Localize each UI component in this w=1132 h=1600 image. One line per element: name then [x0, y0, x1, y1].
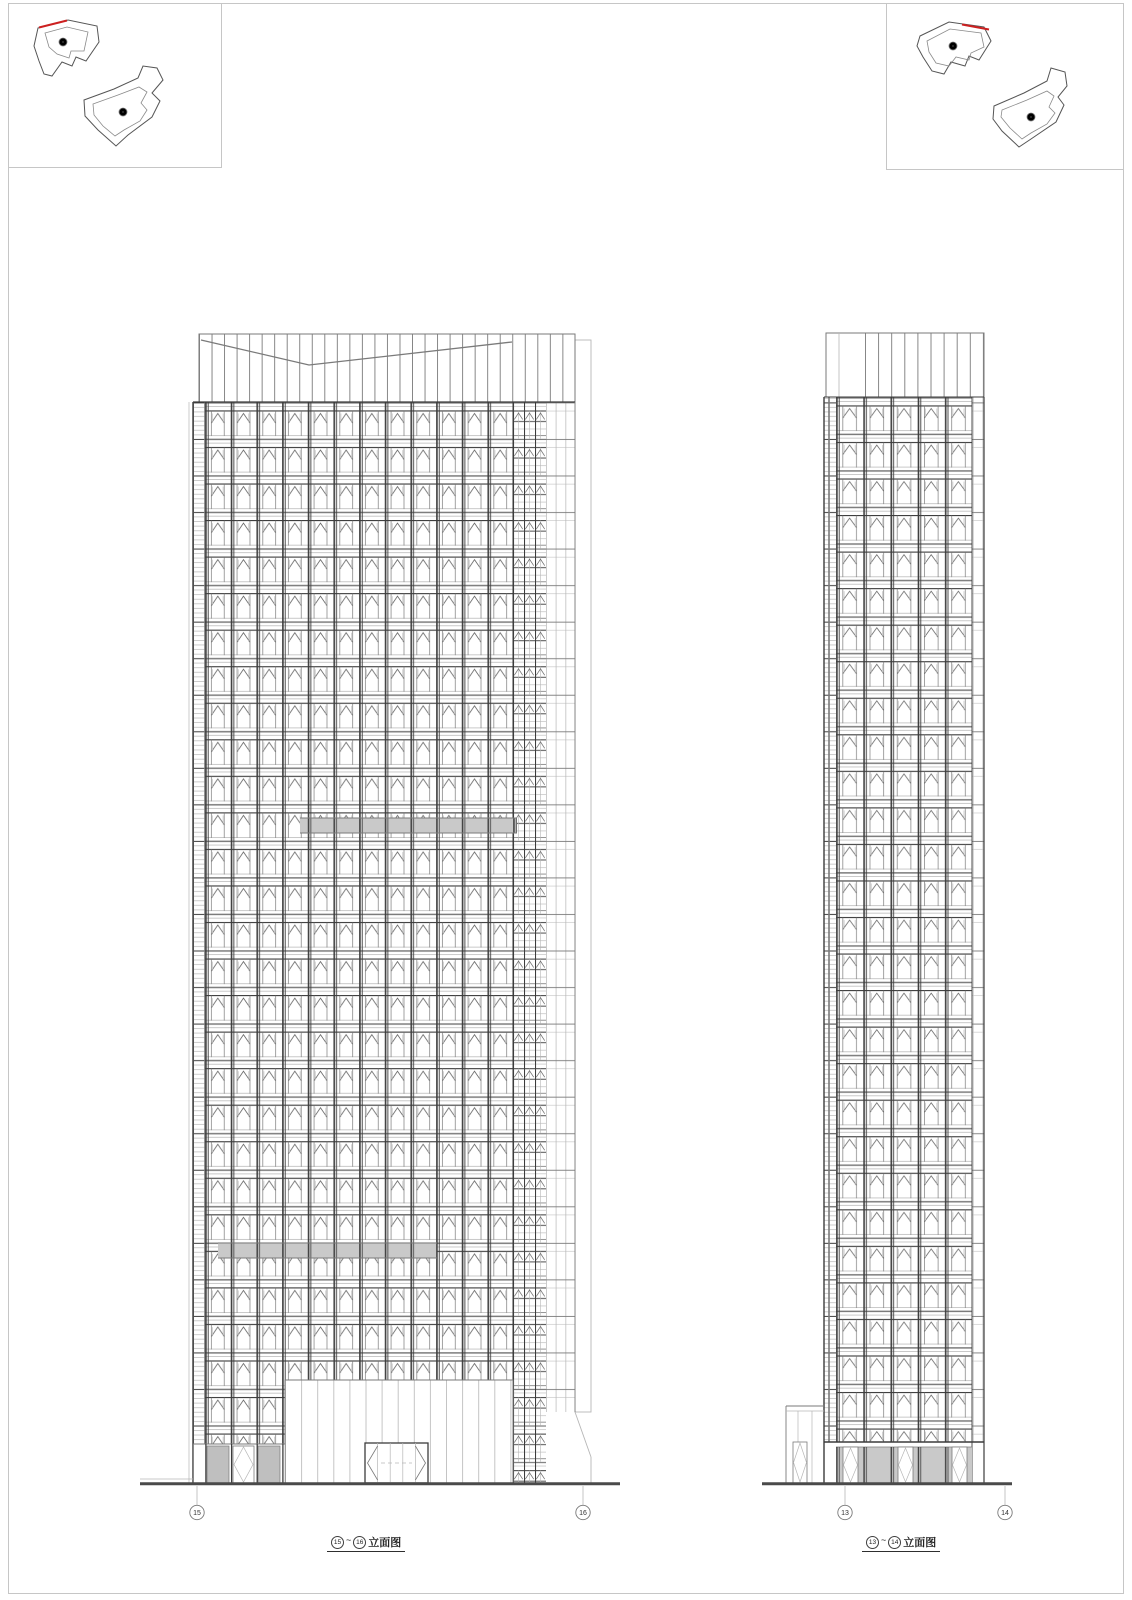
elevation-left: [140, 334, 620, 1520]
elevation-right: [762, 333, 1012, 1520]
caption-title: 立面图: [368, 1537, 402, 1549]
axis-bubble-end: 14: [888, 1536, 901, 1549]
main-facade-field: [836, 397, 972, 1442]
curtain-wall-right: [824, 397, 984, 1483]
grid-bubble-left-start: [190, 1486, 204, 1520]
louvre-strip: [824, 397, 836, 1442]
entrance-door: [843, 1447, 858, 1483]
key-plan-right-box: [887, 4, 1124, 170]
base-wall-left: [193, 1444, 285, 1483]
site-marker-icon: [59, 38, 67, 46]
side-door: [233, 1446, 254, 1483]
axis-bubble-start: 13: [866, 1536, 879, 1549]
entrance-door: [952, 1447, 967, 1483]
grid-bubble-left-end: [576, 1486, 590, 1520]
site-marker-icon: [949, 42, 957, 50]
louvre-strip: [193, 402, 205, 1444]
site-marker-icon: [1027, 113, 1035, 121]
panel-wall-field: [972, 397, 984, 1442]
grid-bubble-label: 13: [841, 1510, 849, 1517]
caption-title: 立面图: [903, 1537, 937, 1549]
annex-right: [786, 1406, 824, 1483]
side-wing-left: [575, 340, 591, 1483]
axis-bubble-start: 15: [331, 1536, 344, 1549]
base-right: [824, 1442, 984, 1483]
entrance-podium: [285, 1380, 513, 1483]
stone-panel: [207, 1446, 229, 1483]
annex-door: [793, 1442, 807, 1483]
site-marker-icon: [119, 108, 127, 116]
stone-panel: [258, 1446, 280, 1483]
axis-range-separator: ~: [881, 1535, 887, 1545]
refuge-floor-band-upper: [300, 818, 517, 833]
curtain-wall-left: [189, 402, 575, 1483]
entrance-door: [898, 1447, 913, 1483]
axis-range-separator: ~: [346, 1535, 352, 1545]
main-facade-field: [205, 402, 513, 1380]
key-plan-right: [887, 4, 1124, 170]
refuge-floor-band-lower: [218, 1243, 437, 1258]
secondary-facade-field: [513, 402, 546, 1483]
crown-right: [826, 333, 984, 397]
key-plan-left: [9, 4, 222, 168]
caption-left-elevation: [327, 1536, 405, 1552]
grid-bubble-right-start: [838, 1486, 852, 1520]
panel-wall-field: [546, 402, 575, 1412]
entrance-door: [365, 1443, 428, 1483]
grid-bubble-label: 14: [1001, 1510, 1009, 1517]
grid-bubble-label: 15: [193, 1510, 201, 1517]
grid-bubble-right-end: [998, 1486, 1012, 1520]
axis-bubble-end: 16: [353, 1536, 366, 1549]
crown-left: [199, 334, 575, 402]
caption-right-elevation: [862, 1536, 940, 1552]
grid-bubble-label: 16: [579, 1510, 587, 1517]
